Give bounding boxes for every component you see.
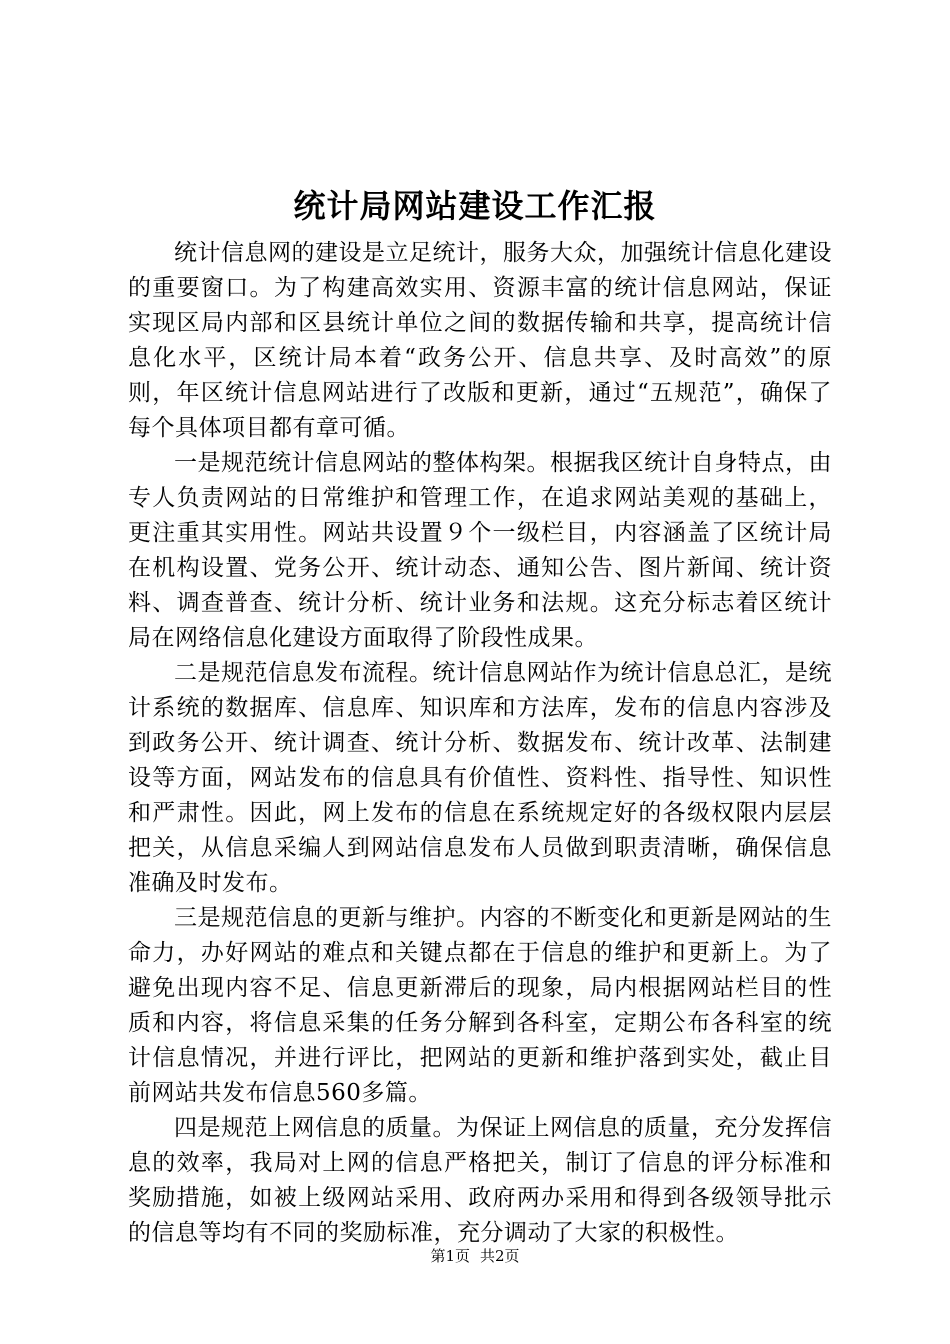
paragraph-standard-1: 一是规范统计信息网站的整体构架。根据我区统计自身特点，由专人负责网站的日常维护和管理工作，在追求网站美观的基础上，更注重其实用性。网站共设置９个一级栏目，内容涵盖了区统计局在机构设置、党务公开、统计动态、通知公告、图片新闻、统计资料、调查普查、统计分析、统计业务和法规。这充分标志着区统计局在网络信息化建设方面取得了阶段性成果。 bbox=[128, 450, 832, 651]
paragraph-standard-2: 二是规范信息发布流程。统计信息网站作为统计信息总汇，是统计系统的数据库、信息库、知识库和方法库，发布的信息内容涉及到政务公开、统计调查、统计分析、数据发布、统计改革、法制建设等方面，网站发布的信息具有价值性、资料性、指导性、知识性和严肃性。因此，网上发布的信息在系统规定好的各级权限内层层把关，从信息采编人到网站信息发布人员做到职责清晰，确保信息准确及时发布。 bbox=[128, 660, 832, 896]
page-total: 共2页 bbox=[480, 1247, 520, 1265]
document-title: 统计局网站建设工作汇报 bbox=[293, 187, 657, 225]
paragraph-standard-3: 三是规范信息的更新与维护。内容的不断变化和更新是网站的生命力，办好网站的难点和关键点都在于信息的维护和更新上。为了避免出现内容不足、信息更新滞后的现象，局内根据网站栏目的性质和内容，将信息采集的任务分解到各科室，定期公布各科室的统计信息情况，并进行评比，把网站的更新和维护落到实处，截止目前网站共发布信息560多篇。 bbox=[128, 905, 832, 1106]
page-number: 第1页 bbox=[430, 1247, 470, 1265]
paragraph-standard-4: 四是规范上网信息的质量。为保证上网信息的质量，充分发挥信息的效率，我局对上网的信息严格把关，制订了信息的评分标准和奖励措施，如被上级网站采用、政府两办采用和得到各级领导批示的信息等均有不同的奖励标准，充分调动了大家的积极性。 bbox=[128, 1115, 832, 1246]
document-body bbox=[128, 236, 832, 1251]
page-footer bbox=[0, 1246, 950, 1266]
paragraph-intro: 统计信息网的建设是立足统计，服务大众，加强统计信息化建设的重要窗口。为了构建高效实用、资源丰富的统计信息网站，保证实现区局内部和区县统计单位之间的数据传输和共享，提高统计信息化水平，区统计局本着“政务公开、信息共享、及时高效”的原则，年区统计信息网站进行了改版和更新，通过“五规范”，确保了每个具体项目都有章可循。 bbox=[128, 240, 832, 441]
